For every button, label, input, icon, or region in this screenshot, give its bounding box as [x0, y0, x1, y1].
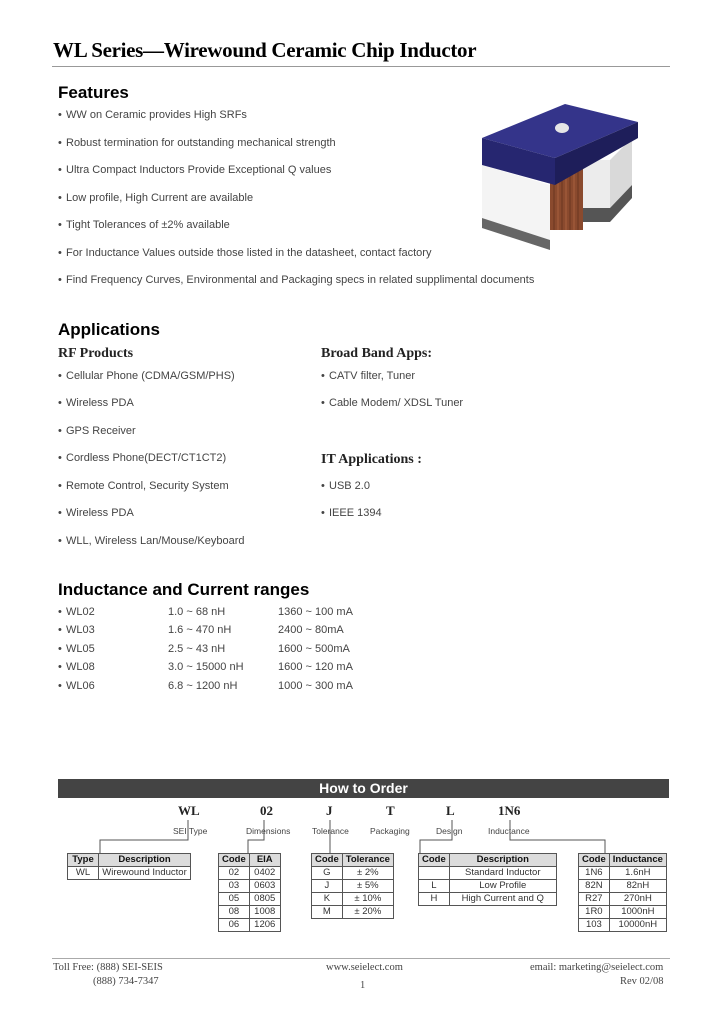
- label-inductance: Inductance: [488, 826, 530, 836]
- label-dimensions: Dimensions: [246, 826, 291, 836]
- table-row: Standard Inductor: [419, 867, 557, 880]
- code-packaging: T: [386, 803, 395, 818]
- table-header: Inductance: [609, 854, 666, 867]
- table-header: Description: [99, 854, 191, 867]
- table-row: M ± 20%: [312, 906, 394, 919]
- design-table: [418, 853, 557, 906]
- list-item: • Wireless PDA: [58, 397, 134, 409]
- list-item: • WLL, Wireless Lan/Mouse/Keyboard: [58, 535, 245, 547]
- feature-item: • Low profile, High Current are available: [58, 192, 254, 204]
- type-table: [67, 853, 191, 880]
- table-row: 82N 82nH: [579, 880, 667, 893]
- table-row: R27 270nH: [579, 893, 667, 906]
- feature-item: • Find Frequency Curves, Environmental and Packaging specs in related supplimental documents: [58, 274, 535, 286]
- code-type: WL: [178, 803, 200, 818]
- table-row: 03 0603: [219, 880, 281, 893]
- footer-page-number: 1: [360, 980, 366, 991]
- list-item: • Cordless Phone(DECT/CT1CT2): [58, 452, 227, 464]
- dimensions-table: [218, 853, 281, 932]
- footer-phone: (888) 734-7347: [93, 976, 159, 987]
- table-header: Tolerance: [342, 854, 393, 867]
- table-row: WL Wirewound Inductor: [68, 867, 191, 880]
- feature-item: • WW on Ceramic provides High SRFs: [58, 109, 247, 121]
- list-item: • Wireless PDA: [58, 507, 134, 519]
- broadband-heading: Broad Band Apps:: [321, 346, 433, 361]
- table-header: Code: [419, 854, 450, 867]
- footer-tollfree: Toll Free: (888) SEI-SEIS: [53, 962, 163, 973]
- footer-revision: Rev 02/08: [620, 976, 664, 987]
- label-packaging: Packaging: [370, 826, 410, 836]
- table-row: 1N6 1.6nH: [579, 867, 667, 880]
- table-header: Code: [219, 854, 250, 867]
- table-header: Type: [68, 854, 99, 867]
- table-row: K ± 10%: [312, 893, 394, 906]
- table-header: Code: [312, 854, 343, 867]
- feature-item: • Ultra Compact Inductors Provide Exceptional Q values: [58, 164, 332, 176]
- list-item: • Cable Modem/ XDSL Tuner: [321, 397, 464, 409]
- table-row: G ± 2%: [312, 867, 394, 880]
- label-design: Design: [436, 826, 463, 836]
- list-item: • Remote Control, Security System: [58, 480, 229, 492]
- feature-item: • Robust termination for outstanding mechanical strength: [58, 137, 336, 149]
- footer-rule: [52, 958, 670, 959]
- tolerance-table: [311, 853, 394, 919]
- code-dimensions: 02: [260, 803, 273, 818]
- ranges-heading: Inductance and Current ranges: [58, 580, 310, 599]
- code-design: L: [446, 803, 455, 818]
- label-tolerance: Tolerance: [312, 826, 349, 836]
- applications-heading: Applications: [58, 320, 161, 339]
- table-row: 06 1206: [219, 919, 281, 932]
- footer-email[interactable]: email: marketing@seielect.com: [530, 962, 664, 973]
- how-to-order-bar: How to Order: [58, 779, 669, 798]
- table-row: 05 0805: [219, 893, 281, 906]
- table-row: J ± 5%: [312, 880, 394, 893]
- list-item: • USB 2.0: [321, 480, 370, 492]
- feature-item: • For Inductance Values outside those listed in the datasheet, contact factory: [58, 247, 432, 259]
- code-inductance: 1N6: [498, 803, 521, 818]
- list-item: • Cellular Phone (CDMA/GSM/PHS): [58, 370, 235, 382]
- footer-website[interactable]: www.seielect.com: [326, 962, 403, 973]
- table-row: L Low Profile: [419, 880, 557, 893]
- table-row: 1R0 1000nH: [579, 906, 667, 919]
- inductance-table: [578, 853, 667, 932]
- list-item: • GPS Receiver: [58, 425, 136, 437]
- it-applications-heading: IT Applications :: [321, 452, 422, 467]
- label-sei-type: SEI Type: [173, 826, 208, 836]
- table-row: 02 0402: [219, 867, 281, 880]
- list-item: • IEEE 1394: [321, 507, 382, 519]
- page-title: WL Series—Wirewound Ceramic Chip Inductor: [53, 38, 477, 62]
- table-header: Code: [579, 854, 610, 867]
- rf-products-heading: RF Products: [58, 346, 134, 361]
- code-tolerance: J: [326, 803, 333, 818]
- table-row: H High Current and Q: [419, 893, 557, 906]
- table-row: 103 10000nH: [579, 919, 667, 932]
- table-header: Description: [449, 854, 556, 867]
- table-header: EIA: [249, 854, 280, 867]
- list-item: • CATV filter, Tuner: [321, 370, 415, 382]
- features-heading: Features: [58, 83, 129, 102]
- feature-item: • Tight Tolerances of ±2% available: [58, 219, 230, 231]
- table-row: 08 1008: [219, 906, 281, 919]
